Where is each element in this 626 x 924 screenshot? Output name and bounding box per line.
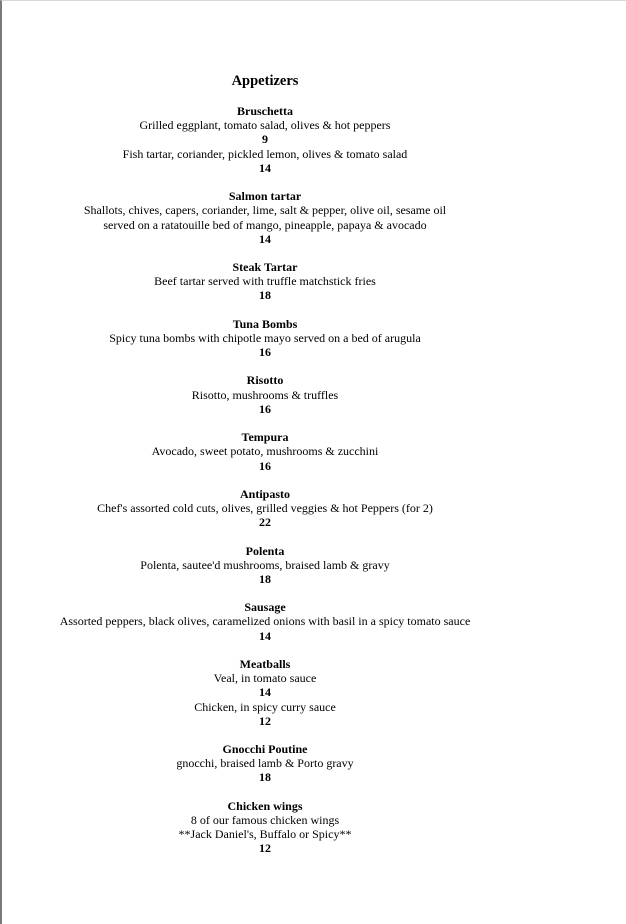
- menu-item: [2, 487, 528, 530]
- menu-item: [2, 104, 528, 175]
- menu-item-description: Fish tartar, coriander, pickled lemon, olives & tomato salad: [122, 146, 408, 161]
- menu-item-name: Bruschetta: [237, 104, 293, 118]
- menu-item: [2, 317, 528, 360]
- menu-item-description: gnocchi, braised lamb & Porto gravy: [176, 756, 354, 771]
- menu-item-name: Salmon tartar: [228, 189, 302, 204]
- menu-item-description: Grilled eggplant, tomato salad, olives & hot peppers: [139, 118, 391, 133]
- menu-item-name: Polenta: [245, 543, 285, 558]
- section-title: Appetizers: [231, 73, 299, 89]
- menu-item-name: Sausage: [244, 600, 286, 615]
- menu-item-description: 8 of our famous chicken wings: [190, 812, 340, 827]
- menu-item-description: Avocado, sweet potato, mushrooms & zucchini: [151, 444, 379, 459]
- menu-item-price: 16: [259, 458, 271, 473]
- menu-item-price: 22: [259, 515, 271, 530]
- menu-item-description: **Jack Daniel's, Buffalo or Spicy**: [178, 827, 352, 842]
- menu-item-price: 14: [259, 160, 271, 175]
- menu-item-price: 12: [259, 841, 271, 856]
- menu-item: [2, 799, 528, 856]
- menu-item-description: Beef tartar served with truffle matchstick fries: [154, 274, 376, 289]
- menu-item: [2, 260, 528, 303]
- menu-item-name: Gnocchi Poutine: [222, 742, 308, 757]
- menu-item-description: Assorted peppers, black olives, caramelized onions with basil in a spicy tomato sauce: [59, 614, 471, 629]
- menu-item-description: Chicken, in spicy curry sauce: [194, 699, 336, 714]
- menu-item: [2, 600, 528, 643]
- menu-item-description: Risotto, mushrooms & truffles: [191, 387, 339, 402]
- menu-item-price: 14: [259, 685, 271, 700]
- menu-item-description: served on a ratatouille bed of mango, pineapple, papaya & avocado: [103, 217, 427, 232]
- menu-item-price: 18: [259, 571, 271, 586]
- menu-item-price: 14: [259, 628, 271, 643]
- menu-item-description: Polenta, sautee'd mushrooms, braised lamb & gravy: [140, 557, 390, 572]
- menu-item: [2, 373, 528, 416]
- menu-item-name: Antipasto: [239, 486, 290, 501]
- menu-item: [2, 657, 528, 728]
- menu-item-name: Risotto: [246, 373, 284, 388]
- menu-item-list: [2, 104, 528, 856]
- menu-item-description: Chef's assorted cold cuts, olives, grilled veggies & hot Peppers (for 2): [97, 501, 433, 516]
- menu-item-price: 14: [259, 231, 271, 246]
- menu-item-name: Chicken wings: [227, 798, 303, 813]
- menu-item: [2, 544, 528, 587]
- menu-item-name: Meatballs: [239, 656, 291, 671]
- menu-item-name: Tuna Bombs: [232, 316, 298, 331]
- menu-item-price: 12: [259, 713, 271, 728]
- menu-item: [2, 189, 528, 246]
- menu-item-description: Shallots, chives, capers, coriander, lime, salt & pepper, olive oil, sesame oil: [83, 203, 447, 218]
- menu-item-price: 18: [259, 770, 271, 785]
- menu-item-description: Spicy tuna bombs with chipotle mayo served on a bed of arugula: [109, 330, 421, 345]
- menu-item-price: 9: [262, 132, 268, 147]
- menu-item-description: Veal, in tomato sauce: [213, 671, 317, 686]
- menu-item-price: 16: [259, 401, 271, 416]
- menu-item-price: 18: [259, 288, 271, 303]
- menu-item-price: 16: [259, 345, 271, 360]
- menu-item: [2, 430, 528, 473]
- menu-document: [2, 0, 528, 870]
- menu-item-name: Tempura: [241, 430, 289, 445]
- menu-item: [2, 742, 528, 785]
- menu-item-name: Steak Tartar: [232, 260, 298, 275]
